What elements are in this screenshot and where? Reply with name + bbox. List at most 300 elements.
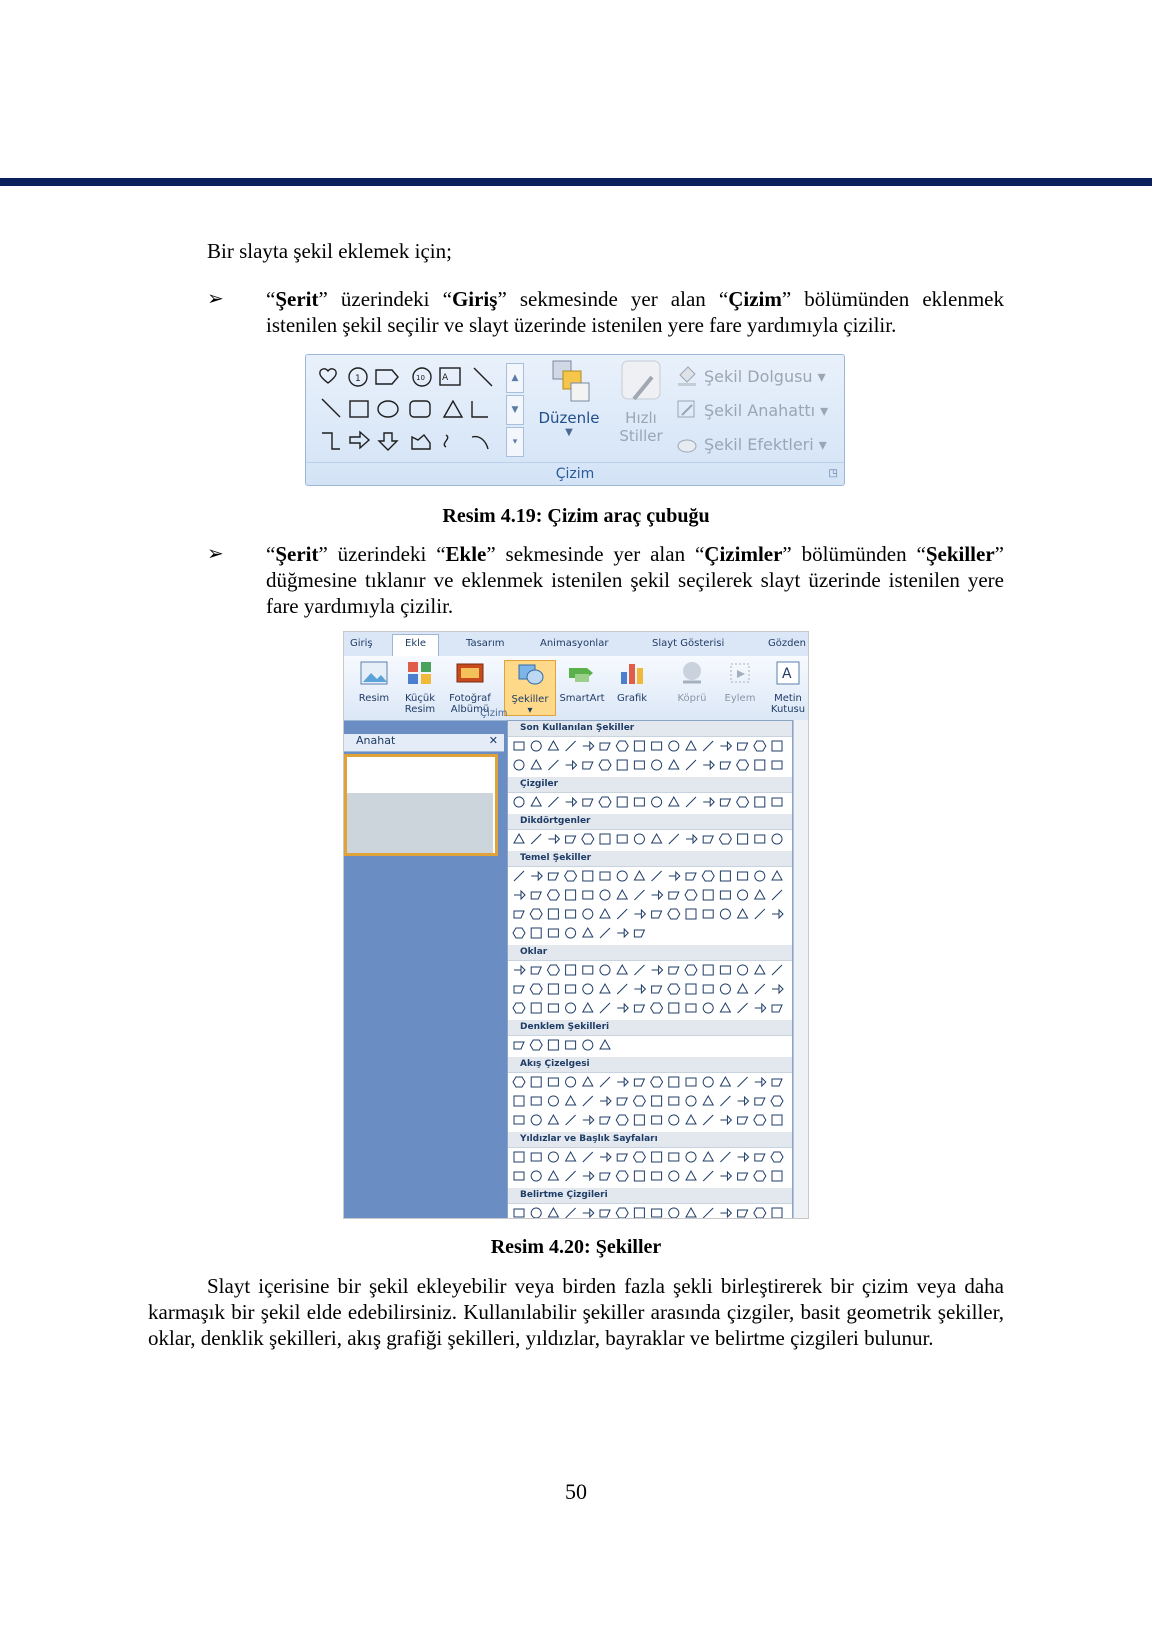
shape-icon	[566, 1077, 576, 1087]
shape-icon	[548, 1004, 558, 1012]
shape-icon	[771, 1096, 783, 1106]
shape-icon	[738, 1173, 748, 1180]
shape-icon	[583, 928, 593, 937]
shape-icon	[514, 760, 524, 770]
shape-icon	[703, 1003, 713, 1013]
shape-icon	[634, 910, 645, 918]
kucuk-resim-button[interactable]	[394, 660, 446, 715]
shape-icon	[720, 762, 730, 769]
smartart-label: SmartArt	[559, 693, 605, 704]
shape-icon	[600, 1210, 610, 1217]
shape-icon	[617, 1078, 628, 1086]
shapes-dropdown-panel	[507, 720, 793, 1219]
shape-icon	[772, 798, 782, 806]
shape-row[interactable]	[510, 962, 790, 977]
tab-ekle[interactable]: Ekle	[392, 634, 439, 656]
shape-row-group	[508, 1073, 792, 1132]
shape-icon	[548, 873, 558, 880]
shape-icon	[617, 965, 627, 974]
grafik-button[interactable]	[606, 660, 658, 704]
shape-icon	[633, 1152, 645, 1162]
shape-icon	[548, 835, 559, 843]
resim-label: Resim	[358, 693, 390, 704]
shape-icon	[531, 1171, 541, 1181]
metin-label: Metin	[774, 693, 802, 704]
shape-row-group	[508, 793, 792, 814]
shape-icon	[531, 872, 542, 880]
tab-animasyonlar[interactable]: Animasyonlar	[540, 638, 609, 649]
shape-icon	[669, 967, 679, 974]
shape-icon	[702, 871, 714, 881]
shape-section-header: Belirtme Çizgileri	[508, 1188, 792, 1204]
svg-text:1: 1	[355, 374, 361, 384]
shape-icon	[686, 873, 696, 880]
shape-row-group	[508, 961, 792, 1020]
shape-icon	[755, 871, 765, 881]
shape-row[interactable]	[510, 1037, 790, 1052]
svg-text:10: 10	[416, 374, 425, 382]
shape-icon	[583, 742, 594, 750]
smartart-icon	[567, 660, 597, 686]
shape-icon	[652, 797, 662, 807]
shape-icon	[634, 1208, 644, 1218]
shape-icon	[548, 1096, 558, 1106]
shape-row[interactable]	[510, 1000, 790, 1015]
shape-icon	[514, 911, 524, 918]
shape-section-header: Son Kullanılan Şekiller	[508, 721, 792, 737]
shape-icon	[686, 1078, 696, 1086]
shape-icon	[531, 928, 541, 938]
shape-icon	[755, 965, 765, 974]
shape-icon	[772, 1079, 782, 1086]
shape-icon	[755, 984, 765, 994]
shape-icon	[720, 1077, 730, 1086]
shape-icon	[703, 1096, 713, 1105]
shape-icon	[566, 1096, 576, 1105]
shape-row-group	[508, 1204, 792, 1219]
shape-icon	[514, 1116, 524, 1124]
close-icon[interactable]: ✕	[488, 734, 498, 747]
shape-icon	[720, 871, 730, 881]
shape-section-header: Dikdörtgenler	[508, 814, 792, 830]
shape-icon	[583, 909, 593, 919]
shape-icon	[634, 930, 644, 937]
shape-icon	[772, 1115, 782, 1125]
shape-icon	[772, 1208, 782, 1218]
shape-icon	[617, 760, 627, 770]
shape-icon	[583, 891, 593, 899]
shape-icon	[634, 890, 644, 900]
shape-icon	[583, 1077, 593, 1086]
shape-icon	[514, 1172, 524, 1180]
bullet-marker: ➢	[207, 543, 224, 565]
shape-icon	[582, 834, 594, 844]
shape-icon	[531, 1208, 541, 1218]
ribbon	[344, 656, 808, 721]
shape-icon	[566, 890, 576, 900]
textbox-icon	[773, 660, 803, 686]
shape-icon	[652, 1152, 662, 1162]
shape-icon	[738, 1097, 749, 1105]
shape-icon	[651, 1077, 663, 1087]
shape-icon	[754, 1171, 766, 1181]
shape-icon	[548, 1078, 558, 1086]
shape-row[interactable]	[510, 906, 790, 921]
bullet-item-1: “Şerit” üzerindeki “Giriş” sekmesinde yer alan “Çizim” bölümünden eklenmek istenilen şekil seçilir ve slayt üzerinde istenilen yere fare yardımıyla çizilir.	[266, 287, 1004, 337]
shape-icon	[600, 909, 610, 918]
sekiller-label: Şekiller	[511, 694, 549, 705]
shape-icon	[686, 1115, 696, 1124]
shape-icon	[531, 1153, 541, 1161]
shape-icon	[616, 1115, 628, 1125]
shape-section-header: Akış Çizelgesi	[508, 1057, 792, 1073]
shape-icon	[566, 761, 577, 769]
shape-icon	[652, 871, 662, 881]
shape-icon	[720, 1209, 731, 1217]
shape-icon	[566, 1152, 576, 1161]
shape-section-header: Temel Şekiller	[508, 851, 792, 867]
duzenle-button[interactable]	[534, 359, 604, 459]
intro-text: Bir slayta şekil eklemek için;	[207, 239, 452, 263]
shape-row[interactable]	[510, 757, 790, 772]
shape-icon	[686, 1152, 696, 1162]
cizimler-group-label: Çizim	[480, 708, 508, 719]
dialog-launcher-icon[interactable]: ◳	[828, 468, 838, 479]
shape-icon	[513, 1077, 525, 1087]
arrange-icon	[545, 359, 593, 405]
anahat-tab[interactable]: Anahat ✕	[344, 734, 504, 752]
scroll-up-icon[interactable]: ▲	[506, 363, 524, 393]
page-number: 50	[565, 1479, 587, 1504]
shape-icon	[720, 1116, 731, 1124]
shape-icon	[669, 760, 679, 769]
shape-icon	[634, 965, 644, 975]
shape-icon	[669, 872, 680, 880]
tab-tasarim[interactable]: Tasarım	[466, 638, 505, 649]
shape-icon	[738, 1077, 748, 1087]
shape-icon	[600, 1117, 610, 1124]
shape-icon	[566, 1003, 576, 1013]
kucuk-label: Küçük	[404, 693, 436, 704]
sekiller-button[interactable]	[504, 660, 556, 716]
albumu-label: Albümü	[450, 704, 490, 715]
shape-icon	[583, 1096, 593, 1106]
shape-icon	[719, 834, 731, 844]
shape-icon	[600, 1153, 611, 1161]
shape-icon	[772, 834, 782, 844]
shape-icon	[531, 797, 541, 806]
shape-icon	[738, 872, 748, 880]
shape-icon	[669, 1003, 679, 1013]
shape-icon	[772, 890, 782, 900]
shape-icon	[531, 892, 541, 899]
shape-icon	[720, 891, 730, 899]
smartart-button[interactable]	[556, 660, 608, 704]
shape-row[interactable]	[510, 1074, 790, 1089]
shape-row[interactable]	[510, 925, 790, 940]
shape-icon	[548, 1171, 558, 1180]
shape-icon	[634, 834, 644, 844]
shape-icon	[669, 892, 679, 899]
tab-slayt-gosterisi[interactable]: Slayt Gösterisi	[652, 638, 725, 649]
shape-icon	[685, 965, 697, 975]
shape-icon	[738, 834, 748, 844]
scroll-down-icon[interactable]: ▼	[506, 395, 524, 425]
sekil-anahatti-label: Şekil Anahattı	[704, 400, 816, 420]
shape-icon	[531, 741, 541, 751]
shape-row[interactable]	[510, 831, 790, 846]
shape-icon	[600, 743, 610, 750]
shape-icon	[720, 1003, 730, 1012]
shape-icon	[600, 1173, 610, 1180]
shape-icon	[634, 798, 644, 806]
shape-icon	[514, 742, 524, 750]
slide-thumbnail[interactable]	[344, 754, 498, 856]
shape-icon	[514, 797, 524, 807]
hizli-stiller-button[interactable]	[606, 359, 676, 459]
shape-icon	[531, 760, 541, 769]
hizli-label: Hızlı	[625, 409, 657, 427]
shape-row[interactable]	[510, 1112, 790, 1127]
shape-row-group	[508, 1148, 792, 1188]
shape-icon	[600, 965, 610, 975]
action-icon	[725, 660, 755, 686]
shape-icon	[617, 929, 628, 937]
shape-icon	[616, 1208, 628, 1218]
shape-icon	[548, 1040, 558, 1050]
shape-icon	[738, 890, 748, 900]
shape-icon	[686, 1171, 696, 1180]
kutusu-label: Kutusu	[770, 704, 806, 715]
shape-icon	[720, 1172, 731, 1180]
shape-icon	[755, 1098, 765, 1105]
shape-row[interactable]	[510, 868, 790, 883]
shape-icon	[566, 1171, 576, 1181]
picture-icon	[359, 660, 389, 686]
shape-icon	[669, 1171, 679, 1181]
shape-icon	[686, 797, 696, 807]
shape-icon	[738, 965, 748, 975]
shape-row[interactable]	[510, 1205, 790, 1219]
tab-giris[interactable]: Giriş	[350, 638, 373, 649]
svg-text:A: A	[442, 373, 449, 383]
resim-button[interactable]	[348, 660, 400, 704]
shape-icon	[755, 760, 765, 770]
shape-icon	[634, 1171, 644, 1181]
shape-icon	[652, 1116, 662, 1124]
kucuk-resim-label: Resim	[404, 704, 436, 715]
chart-icon	[617, 660, 647, 686]
shape-icon	[685, 890, 697, 900]
tab-gozden[interactable]: Gözden	[768, 638, 806, 649]
shape-icon	[548, 909, 558, 919]
shape-icon	[583, 1040, 593, 1050]
shape-icon	[669, 1077, 679, 1087]
shape-icon	[566, 1115, 576, 1125]
shape-icon	[686, 741, 696, 750]
shape-icon	[514, 1209, 524, 1217]
shape-icon	[703, 985, 713, 993]
shape-icon	[703, 1077, 713, 1087]
shape-icon	[772, 985, 783, 993]
shape-icon	[720, 966, 730, 974]
shape-icon	[566, 741, 576, 751]
shape-row-group	[508, 867, 792, 945]
shape-icon	[566, 798, 577, 806]
shape-icon	[583, 762, 593, 769]
sekil-dolgusu-button[interactable]: Şekil Dolgusu ▾	[676, 359, 841, 393]
shape-row[interactable]	[510, 981, 790, 996]
shape-icon	[548, 797, 558, 807]
shape-icon	[600, 834, 610, 844]
shape-icon	[737, 797, 749, 807]
gallery-scroll[interactable]	[506, 363, 526, 459]
shape-row[interactable]	[510, 794, 790, 809]
shape-icon	[583, 799, 593, 806]
shape-icon	[668, 909, 680, 919]
shape-gallery[interactable]	[314, 363, 504, 459]
bullet-item-2: “Şerit” üzerindeki “Ekle” sekmesinde yer alan “Çizimler” bölümünden “Şekiller” düğmesine tıklanır ve eklenmek istenilen şekil seçilerek slayt üzerinde istenilen yere fare yardımıyla çizilir.	[266, 542, 1004, 618]
shape-row[interactable]	[510, 1168, 790, 1183]
stiller-label: Stiller	[619, 427, 663, 445]
shape-icon	[686, 1004, 696, 1012]
pen-outline-icon	[676, 399, 698, 421]
shape-icon	[547, 965, 559, 975]
panel-scrollbar[interactable]	[793, 720, 809, 1219]
shape-icon	[514, 871, 524, 881]
shape-icon	[600, 984, 610, 993]
body-paragraph: Slayt içerisine bir şekil ekleyebilir veya birden fazla şekli birleştirerek bir çizim veya daha karmaşık bir şekil elde edebilirsiniz. Kullanılabilir şekiller arasında çizgiler, basit geometrik şekiller, oklar, denklik şekilleri, akış grafiği şekilleri, yıldızlar, bayraklar ve belirtme çizgileri bulunur.	[148, 1274, 1004, 1350]
shape-icon	[583, 1172, 594, 1180]
cizim-ribbon-figure	[305, 354, 845, 486]
sekil-efektleri-button[interactable]: Şekil Efektleri ▾	[676, 427, 841, 461]
shape-icon	[600, 928, 610, 938]
shape-icon	[513, 1003, 525, 1013]
shape-icon	[599, 797, 611, 807]
shape-icon	[583, 1152, 593, 1162]
shape-icon	[617, 890, 627, 899]
figure-caption-1: Resim 4.19: Çizim araç çubuğu	[442, 505, 710, 527]
bullet-marker: ➢	[207, 288, 224, 310]
shape-icon	[583, 984, 593, 994]
shape-icon	[686, 760, 696, 770]
eylem-button[interactable]	[714, 660, 766, 704]
shape-icon	[600, 890, 610, 900]
shape-icon	[617, 1004, 628, 1012]
shape-icon	[652, 1209, 662, 1217]
shape-row[interactable]	[510, 1093, 790, 1108]
shape-icon	[720, 742, 731, 750]
shape-icon	[531, 834, 541, 844]
shape-icon	[771, 1152, 783, 1162]
shape-icon	[668, 984, 680, 994]
shape-icon	[600, 1003, 610, 1013]
shape-icon	[703, 798, 714, 806]
shape-icon	[652, 911, 662, 918]
sekil-anahatti-button[interactable]: Şekil Anahattı ▾	[676, 393, 841, 427]
shape-icon	[617, 1098, 627, 1105]
shape-icon	[566, 1041, 576, 1049]
shape-icon	[755, 1004, 766, 1012]
shape-icon	[531, 967, 541, 974]
kopru-button[interactable]	[666, 660, 718, 704]
shape-icon	[686, 909, 696, 919]
shape-row[interactable]	[510, 887, 790, 902]
shape-icon	[772, 1171, 782, 1181]
shape-icon	[600, 1097, 611, 1105]
shape-row[interactable]	[510, 738, 790, 753]
shape-icon	[600, 1040, 610, 1049]
shape-icon	[531, 1077, 541, 1087]
kopru-label: Köprü	[677, 693, 707, 704]
shape-icon	[599, 760, 611, 770]
shape-icon	[738, 909, 748, 918]
shape-icon	[566, 965, 576, 975]
shape-row-group	[508, 830, 792, 851]
shape-icon	[754, 741, 766, 751]
shape-icon	[703, 761, 714, 769]
shape-icon	[617, 871, 627, 881]
shape-format-options	[676, 359, 841, 461]
shape-icon	[548, 1208, 558, 1217]
effects-icon	[676, 433, 698, 455]
shape-icon	[738, 984, 748, 993]
shape-icon	[755, 1078, 766, 1086]
shape-icon	[703, 1208, 713, 1218]
header-rule	[0, 178, 1152, 186]
shape-icon	[548, 929, 558, 937]
cizim-group-label: Çizim ◳	[306, 462, 844, 485]
hyperlink-icon	[677, 660, 707, 686]
shape-icon	[617, 835, 627, 843]
shape-icon	[738, 1153, 749, 1161]
shape-icon	[583, 1003, 593, 1012]
shapes-icon	[515, 661, 545, 687]
shape-icon	[652, 742, 662, 750]
shape-icon	[566, 928, 576, 938]
photo-album-icon	[455, 660, 485, 686]
shape-row[interactable]	[510, 1149, 790, 1164]
clipart-icon	[405, 660, 435, 686]
shape-icon	[720, 984, 730, 994]
shape-icon	[514, 966, 525, 974]
shape-icon	[565, 871, 577, 881]
shape-icon	[566, 985, 576, 993]
figure-caption-2: Resim 4.20: Şekiller	[490, 1236, 662, 1258]
dropdown-arrow-icon: ▾	[527, 705, 533, 716]
shape-icon	[755, 835, 765, 843]
shape-icon	[583, 1116, 594, 1124]
sekiller-menu-figure	[343, 631, 809, 1219]
metin-kutusu-button[interactable]	[764, 660, 809, 715]
svg-text:A: A	[782, 666, 792, 682]
fill-bucket-icon	[676, 365, 698, 387]
shape-icon	[669, 797, 679, 806]
shape-icon	[514, 1042, 524, 1049]
shape-icon	[566, 910, 576, 918]
shape-icon	[531, 1115, 541, 1125]
shape-icon	[755, 890, 765, 899]
duzenle-label: Düzenle	[538, 409, 600, 427]
shape-icon	[703, 965, 713, 975]
fotograf-albumu-button[interactable]	[444, 660, 496, 715]
shape-row-group	[508, 737, 792, 777]
shape-icon	[616, 741, 628, 751]
shape-icon	[738, 1210, 748, 1217]
shape-icon	[566, 836, 576, 843]
more-icon[interactable]: ▾	[506, 427, 524, 457]
shape-icon	[600, 872, 610, 880]
